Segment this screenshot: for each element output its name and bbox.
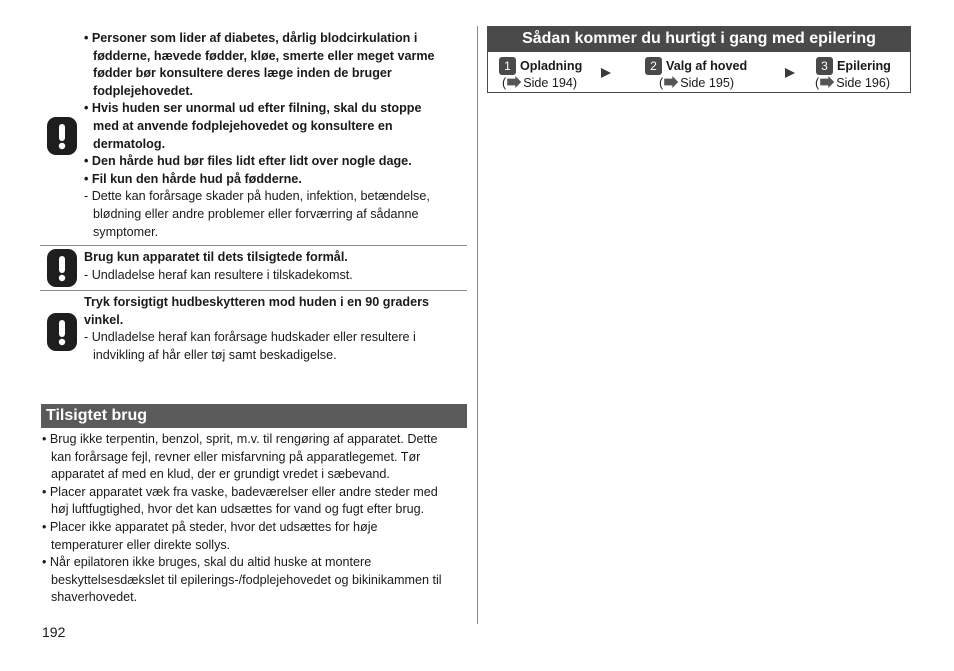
warning-line: fødderne, hævede fødder, kløe, smerte eller meget varme <box>93 48 435 63</box>
warning-line: fodplejehovedet. <box>93 83 194 98</box>
warning-line: • Fil kun den hårde hud på fødderne. <box>84 171 302 186</box>
section-line: beskyttelsesdækslet til epilerings-/fodplejehovedet og bikinikammen til <box>51 572 442 587</box>
reference-arrow-icon <box>507 76 521 88</box>
section-line: kan forårsage fejl, revner eller misfarvning på apparatlegemet. Tør <box>51 449 421 464</box>
step-number: 3 <box>816 57 833 75</box>
step-1 <box>499 57 582 76</box>
warning-block-3 <box>84 294 464 364</box>
section-line: høj luftfugtighed, hvor det kan udsættes for vand og fugt efter brug. <box>51 502 425 517</box>
step-name: Opladning <box>520 59 583 73</box>
warning-line: symptomer. <box>93 224 159 239</box>
warning-line: • Personer som lider af diabetes, dårlig blodcirkulation i <box>84 31 418 45</box>
step-number: 2 <box>645 57 662 75</box>
warning-line: Tryk forsigtigt hudbeskytteren mod huden i en 90 graders <box>84 295 429 309</box>
warning-line: blødning eller andre problemer eller forværring af sådanne <box>93 206 419 221</box>
warning-line: - Undladelse heraf kan resultere i tilskadekomst. <box>84 267 353 282</box>
warning-line: • Den hårde hud bør files lidt efter lidt over nogle dage. <box>84 154 412 169</box>
step-name: Epilering <box>837 59 891 73</box>
step-2-reference[interactable]: ( Side 195) <box>659 76 735 90</box>
section-line: • Brug ikke terpentin, benzol, sprit, m.v. til rengøring af apparatet. Dette <box>42 432 438 446</box>
quickstart-title: Sådan kommer du hurtigt i gang med epilering <box>488 27 910 52</box>
warning-block-1 <box>84 30 464 241</box>
warning-block-2 <box>84 249 464 284</box>
divider <box>40 290 467 291</box>
section-line: • Når epilatoren ikke bruges, skal du altid huske at montere <box>42 555 372 570</box>
exclamation-warning-icon <box>47 117 77 155</box>
right-triangle-icon <box>601 68 611 78</box>
warning-line: indvikling af hår eller tøj samt beskadigelse. <box>93 347 337 362</box>
section-body <box>42 431 467 607</box>
warning-line: vinkel. <box>84 312 124 327</box>
page-number: 192 <box>42 624 66 640</box>
reference-arrow-icon <box>664 76 678 88</box>
section-line: • Placer ikke apparatet på steder, hvor det udsættes for høje <box>42 519 378 534</box>
divider <box>40 245 467 246</box>
step-2 <box>645 57 747 76</box>
step-name: Valg af hoved <box>666 59 748 73</box>
section-line: apparatet af med en klud, der er grundigt vredet i sæbevand. <box>51 467 390 482</box>
step-number: 1 <box>499 57 516 75</box>
warning-line: med at anvende fodplejehovedet og konsultere en <box>93 118 393 133</box>
exclamation-warning-icon <box>47 249 77 287</box>
warning-line: - Undladelse heraf kan forårsage hudskader eller resultere i <box>84 330 416 345</box>
column-divider <box>477 26 478 624</box>
step-3-reference[interactable]: ( Side 196) <box>815 76 891 90</box>
step-1-reference[interactable]: ( Side 194) <box>502 76 578 90</box>
exclamation-warning-icon <box>47 313 77 351</box>
right-triangle-icon <box>785 68 795 78</box>
reference-arrow-icon <box>820 76 834 88</box>
section-title: Tilsigtet brug <box>41 404 467 428</box>
warning-line: • Hvis huden ser unormal ud efter filning, skal du stoppe <box>84 101 422 116</box>
section-line: temperaturer eller direkte sollys. <box>51 537 231 552</box>
warning-line: Brug kun apparatet til dets tilsigtede formål. <box>84 250 348 264</box>
quickstart-box <box>487 26 911 93</box>
warning-line: dermatolog. <box>93 136 166 151</box>
warning-line: fødder bør konsultere deres læge inden de bruger <box>93 66 392 81</box>
step-3 <box>816 57 891 76</box>
section-line: shaverhovedet. <box>51 590 138 605</box>
section-line: • Placer apparatet væk fra vaske, badeværelser eller andre steder med <box>42 484 438 499</box>
warning-line: - Dette kan forårsage skader på huden, infektion, betændelse, <box>84 189 430 204</box>
